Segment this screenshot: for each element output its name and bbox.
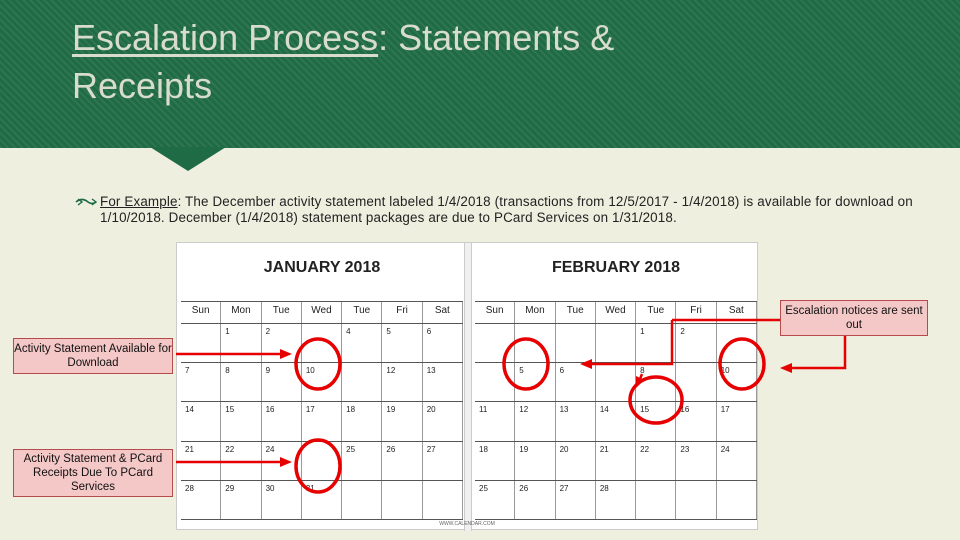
- day-cell: 11: [475, 402, 515, 440]
- weekday-label: Fri: [382, 302, 422, 323]
- weekday-label: Fri: [676, 302, 716, 323]
- banner-notch: [150, 147, 226, 171]
- calendar-divider: [464, 243, 472, 531]
- day-cell: [556, 324, 596, 362]
- week-row: [475, 402, 757, 441]
- day-cell: 14: [181, 402, 221, 440]
- week-row: [475, 324, 757, 363]
- weekday-label: Sun: [475, 302, 515, 323]
- january-title: JANUARY 2018: [263, 259, 381, 276]
- day-cell: [342, 481, 382, 519]
- weekday-label: Wed: [596, 302, 636, 323]
- day-cell: [181, 324, 221, 362]
- weekday-label: Tue: [556, 302, 596, 323]
- day-cell: 25: [475, 481, 515, 519]
- weekday-label: Mon: [515, 302, 555, 323]
- weekday-label: Sat: [717, 302, 757, 323]
- day-cell: 30: [262, 481, 302, 519]
- day-cell: [676, 363, 716, 401]
- day-cell: 20: [423, 402, 463, 440]
- day-cell: 24: [717, 442, 757, 480]
- title-line2: Receipts: [72, 65, 213, 106]
- calendar-footer-url: WWW.CALENDAR.COM: [439, 521, 495, 527]
- calendar-image: [176, 242, 758, 530]
- day-cell: [475, 324, 515, 362]
- day-cell: 8: [636, 363, 676, 401]
- day-cell: [596, 324, 636, 362]
- day-cell: 21: [596, 442, 636, 480]
- week-row: [181, 402, 463, 441]
- weekday-label: Wed: [302, 302, 342, 323]
- day-cell: 9: [262, 363, 302, 401]
- day-cell: 2: [676, 324, 716, 362]
- day-cell: 1: [636, 324, 676, 362]
- january-calendar: [181, 243, 463, 523]
- day-cell: 8: [221, 363, 261, 401]
- weekday-label: Sat: [423, 302, 463, 323]
- february-calendar: [475, 243, 757, 523]
- weekday-label: Tue: [636, 302, 676, 323]
- title-rest: : Statements &: [378, 17, 615, 58]
- day-cell: 19: [382, 402, 422, 440]
- weekday-label: Tue: [342, 302, 382, 323]
- week-row: [181, 442, 463, 481]
- day-cell: 6: [556, 363, 596, 401]
- day-cell: [596, 363, 636, 401]
- day-cell: 27: [423, 442, 463, 480]
- day-cell: 5: [515, 363, 555, 401]
- arrow-bullet-icon: [74, 194, 100, 210]
- day-cell: 14: [596, 402, 636, 440]
- day-cell: 28: [181, 481, 221, 519]
- january-grid: [181, 301, 463, 519]
- day-cell: [475, 363, 515, 401]
- arrow-escalation-a: [790, 334, 845, 368]
- day-cell: 16: [676, 402, 716, 440]
- day-cell: [302, 442, 342, 480]
- day-cell: 22: [636, 442, 676, 480]
- day-cell: 24: [262, 442, 302, 480]
- day-cell: 10: [302, 363, 342, 401]
- day-cell: 26: [382, 442, 422, 480]
- day-cell: 10: [717, 363, 757, 401]
- week-row: [475, 363, 757, 402]
- day-cell: 6: [423, 324, 463, 362]
- day-cell: 7: [181, 363, 221, 401]
- day-cell: [423, 481, 463, 519]
- day-cell: 29: [221, 481, 261, 519]
- day-cell: 12: [382, 363, 422, 401]
- day-cell: 27: [556, 481, 596, 519]
- title-banner: [0, 0, 960, 148]
- day-cell: 2: [262, 324, 302, 362]
- weekday-label: Sun: [181, 302, 221, 323]
- day-cell: [342, 363, 382, 401]
- day-cell: 18: [475, 442, 515, 480]
- february-grid: [475, 301, 757, 519]
- weekday-label: Tue: [262, 302, 302, 323]
- example-text: : The December activity statement labeled 1/4/2018 (transactions from 12/5/2017 - 1/4/2018) is available for download on 1/10/2018. December (1/4/2018) statement packages are due to PCard Services on 1/31/2018.: [100, 194, 913, 225]
- due-callout: Activity Statement & PCard Receipts Due To PCard Services: [13, 449, 173, 497]
- week-row: [475, 481, 757, 520]
- day-cell: [302, 324, 342, 362]
- day-cell: 17: [302, 402, 342, 440]
- week-row: [181, 324, 463, 363]
- day-cell: 15: [221, 402, 261, 440]
- day-cell: 5: [382, 324, 422, 362]
- day-cell: [717, 324, 757, 362]
- day-cell: 17: [717, 402, 757, 440]
- day-cell: 1: [221, 324, 261, 362]
- day-cell: 28: [596, 481, 636, 519]
- page-title: [72, 14, 872, 110]
- day-cell: 22: [221, 442, 261, 480]
- day-cell: 23: [676, 442, 716, 480]
- day-cell: 16: [262, 402, 302, 440]
- day-cell: 26: [515, 481, 555, 519]
- weekday-header-row: [475, 302, 757, 324]
- day-cell: 19: [515, 442, 555, 480]
- week-row: [181, 481, 463, 520]
- weekday-label: Mon: [221, 302, 261, 323]
- week-row: [181, 363, 463, 402]
- day-cell: 25: [342, 442, 382, 480]
- day-cell: [676, 481, 716, 519]
- day-cell: 31: [302, 481, 342, 519]
- available-callout: Activity Statement Available for Download: [13, 338, 173, 374]
- week-row: [475, 442, 757, 481]
- example-paragraph: [100, 194, 920, 225]
- escalation-callout: Escalation notices are sent out: [780, 300, 928, 336]
- day-cell: 13: [556, 402, 596, 440]
- day-cell: 13: [423, 363, 463, 401]
- day-cell: [382, 481, 422, 519]
- day-cell: [717, 481, 757, 519]
- example-label: For Example: [100, 194, 178, 209]
- day-cell: 15: [636, 402, 676, 440]
- day-cell: 4: [342, 324, 382, 362]
- title-underlined: Escalation Process: [72, 17, 379, 58]
- weekday-header-row: [181, 302, 463, 324]
- february-title: FEBRUARY 2018: [551, 259, 681, 276]
- day-cell: 20: [556, 442, 596, 480]
- day-cell: [515, 324, 555, 362]
- day-cell: 12: [515, 402, 555, 440]
- day-cell: 18: [342, 402, 382, 440]
- day-cell: 21: [181, 442, 221, 480]
- day-cell: [636, 481, 676, 519]
